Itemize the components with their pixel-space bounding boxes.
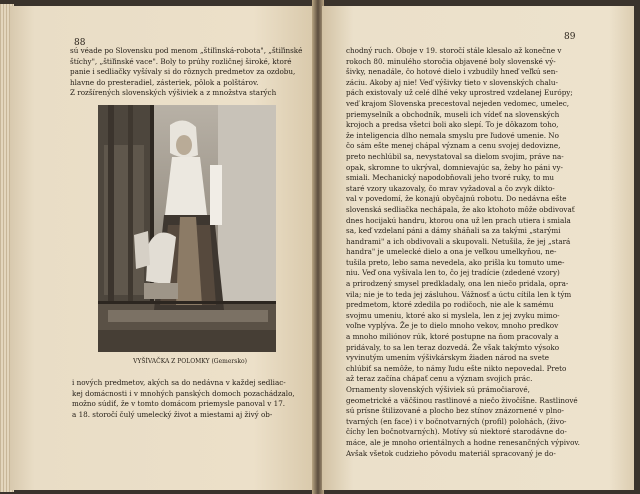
- left-bottom-text: i nových predmetov, akých sa do nedávna v každej sedliac- kej domácnosti i v mnohých panských domoch pozachádzalo, možno súdiť, že v tomto domácom priemysle panoval v 17. a 18. storočí čulý umelecký život a miestami aj živý ob-: [72, 378, 295, 419]
- page-number-right: 89: [564, 32, 576, 42]
- left-top-text: sú véade po Slovensku pod menom „štiľinská-robota", „štiľinské štíchy", „štiľinské vace". Boly to prúhy rozličnej široké, ktoré panie i sedliačky vyšívaly si do rôznych predmetov za ozdobu, hlavne do presteradiel, zásteriek, pôlok a polštárov. Z rozšírených slovenských výšiviek a z množstva starých: [70, 46, 303, 98]
- right-page: [322, 6, 634, 490]
- embroiderer-photo-illustration: [98, 105, 276, 352]
- embroiderer-photo: [98, 105, 276, 352]
- page-number-left: 88: [74, 38, 86, 48]
- photo-caption: VYŠÍVAČKA Z POLOMKY (Gemersko): [133, 358, 247, 365]
- right-body-text: chodný ruch. Oboje v 19. storočí stále klesalo až konečne v rokoch 80. minulého storočia objavené boly slovenské vý- šivky, nenadále, čo hotové dielo i vzbudily hneď veľkú sen- záciu. Akoby aj nie! Veď výšivky tieto v slovenských chalu- pách existovaly už celé dlhé veky uprostred vzdelanej Európy; veď krajom Slovenska precestoval nejeden vedomec, umelec, priemyselník a obchodník, museli ich vídeť na slovenských krojoch a predsa všetci boli ako slepí. To je dôkazom toho, že inteligencia dlho nemala smyslu pre ľudové umenie. No čo sám ešte menej chápal význam a cenu svojej dedovizne, preto nechlúbil sa, nevystatoval sa dielom svojim, práve na- opak, skromne to ukrýval, domnievajúc sa, žeby ho páni vy- smiali. Mechanický napodobňovali jeho tvoré ruky, to mu staré vzory ukazovaly, čo mrav vyžadoval a čo zvyk dikto- val v povedomí, že konajú obyčajnú robotu. Do nedávna ešte slovenská sedliačka nechápala, že ako ktohoto môže obdivovať dnes hocijakú handru, ktorou ona už len prach utiera i smiala sa, keď vzdelaní páni a dámy sháňali sa za takými „starými handrami" a ich obdivovali a skupovali. Netušila, že jej „stará handra" je umelecké dielo a ona je veľkou umelkyňou, ne- tušila preto, lebo sama nevedela, ako prišla ku tomuto ume- niu. Veď ona vyšívala len to, čo jej tradície (zdedené vzory) a prirodzený smysel predkladaly, ona len niečo pridala, opra- vila; nie je to teda jej zásluhou. Vážnosť a úctu cítila len k tým predmetom, ktoré zdedila po rodičoch, nie ale k samému svojmu umeniu, ktoré ako si myslela, len z jej zvyku mimo- voľne vyplýva. Že je to dielo mnoho vekov, mnoho predkov a mnoho miliónov rúk, ktoré postupne na ňom pracovaly a pridávaly, to sa len teraz dozvedá. Že však takýmto výsoko vyvinutým umením výšivkárskym žiaden národ na svete chlúbiť sa nemôže, to námy ľudu ešte nikto nepovedal. Preto až teraz začína chápať cenu a význam svojich prác. Ornamenty slovenských výšiviek sú prámočiarové, geometrické a väčšinou rastlinové a niečo živočíšne. Rastlinové sú prísne štilizované a plocho bez stínov znázornené v plno- tvarných (en face) i v bočnotvarných (profil) polohách, (živo- číchy len bočnotvarných). Motívy sú niektoré starodávne do- máce, ale je mnoho orientálnych a hodne renesančných výpivov. Avšak všetok cudzieho pôvodu materiál spracovaný je do-: [346, 46, 580, 458]
- left-page: [10, 6, 314, 490]
